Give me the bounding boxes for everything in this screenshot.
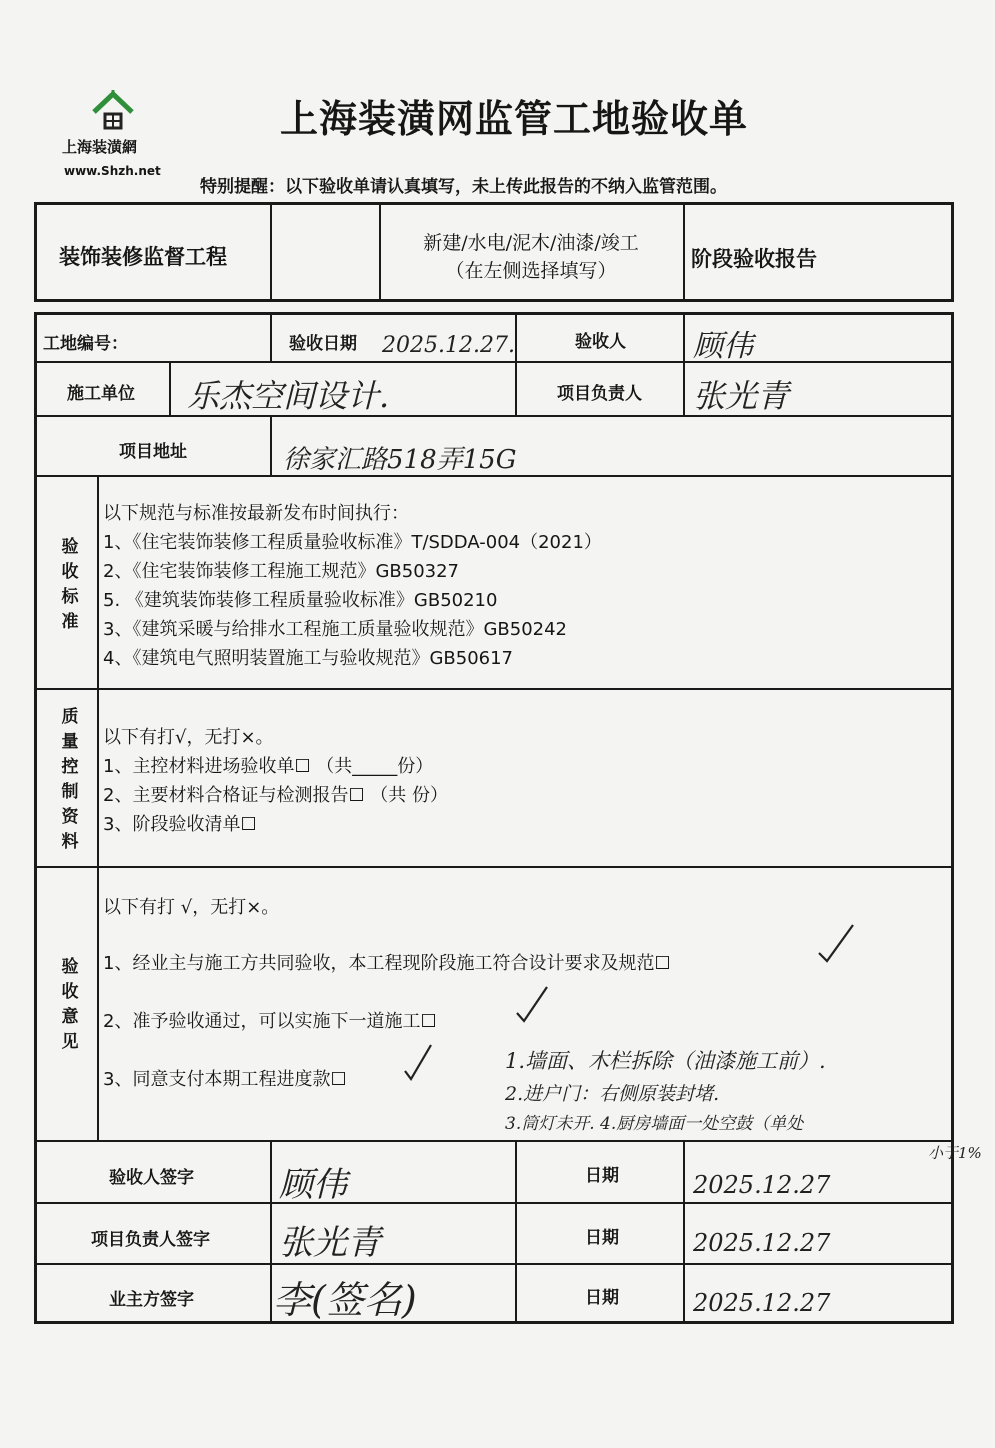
quality-intro: 以下有打√，无打×。: [103, 727, 274, 748]
handwritten-note: 2.进户门：右侧原装封堵.: [505, 1083, 720, 1105]
date-label: 验收日期: [289, 334, 357, 354]
standards-intro: 以下规范与标准按最新发布时间执行：: [103, 503, 409, 524]
contractor-label: 施工单位: [67, 384, 135, 404]
check-mark-icon: [817, 923, 857, 965]
manager-signature: 张光青: [279, 1223, 381, 1263]
acceptance-date-value: 2025.12.27.: [382, 333, 515, 358]
list-item: 1、主控材料进场验收单☐ （共_____份）: [103, 756, 434, 777]
list-item: 5. 《建筑装饰装修工程质量验收标准》GB50210: [103, 590, 498, 611]
standards-list: [103, 499, 602, 673]
project-table: [34, 202, 954, 302]
site-no-label: 工地编号：: [43, 334, 128, 354]
list-item: 2、《住宅装饰装修工程施工规范》GB50327: [103, 561, 460, 582]
handwritten-note: 3.筒灯未开. 4.厨房墙面一处空鼓（单处: [505, 1114, 804, 1134]
list-item: 1、《住宅装饰装修工程质量验收标准》T/SDDA-004（2021）: [103, 532, 602, 553]
check-mark-icon: [515, 985, 551, 1025]
address-value: 徐家汇路518弄15G: [283, 445, 517, 475]
manager-value: 张光青: [693, 377, 790, 415]
house-logo-icon: [90, 88, 136, 134]
list-item: 2、主要材料合格证与检测报告☐ （共 份）: [103, 785, 449, 806]
list-item: 3、同意支付本期工程进度款☐: [103, 1069, 347, 1090]
logo: [58, 88, 168, 188]
manager-label: 项目负责人: [557, 384, 642, 404]
contractor-value: 乐杰空间设计.: [187, 377, 390, 415]
date-label-3: 日期: [585, 1288, 619, 1308]
list-item: 1、经业主与施工方共同验收，本工程现阶段施工符合设计要求及规范☐: [103, 953, 671, 974]
date-label-1: 日期: [585, 1166, 619, 1186]
opinion-intro: 以下有打 √，无打×。: [103, 897, 280, 918]
date-value-3: 2025.12.27: [693, 1289, 831, 1317]
handwritten-note: 1.墙面、木栏拆除（油漆施工前）.: [505, 1049, 826, 1073]
standards-side-label: 验 收 标 准: [61, 537, 79, 632]
owner-sig-label: 业主方签字: [109, 1290, 194, 1310]
opinion-side-label: 验 收 意 见: [61, 957, 79, 1052]
date-value-1: 2025.12.27: [693, 1171, 831, 1199]
quality-side-label: 质 量 控 制 资 料: [61, 707, 79, 852]
list-item: 3、《建筑采暖与给排水工程施工质量验收规范》GB50242: [103, 619, 568, 640]
report-label: 阶段验收报告: [691, 247, 817, 271]
date-label-2: 日期: [585, 1228, 619, 1248]
reminder-text: 特别提醒：以下验收单请认真填写，未上传此报告的不纳入监管范围。: [200, 177, 727, 197]
check-mark-icon: [403, 1043, 435, 1083]
handwritten-note-overflow: 小于1%: [928, 1144, 982, 1162]
page-title: 上海装潢网监管工地验收单: [280, 97, 749, 141]
list-item: 4、《建筑电气照明装置施工与验收规范》GB50617: [103, 648, 514, 669]
address-label: 项目地址: [119, 442, 187, 462]
project-label: 装饰装修监督工程: [59, 245, 227, 269]
inspector-sig-label: 验收人签字: [109, 1168, 194, 1188]
quality-list: [103, 723, 448, 839]
main-table: [34, 312, 954, 1324]
list-item: 3、阶段验收清单☐: [103, 814, 257, 835]
inspector-signature: 顾伟: [279, 1165, 347, 1205]
list-item: 2、准予验收通过，可以实施下一道施工☐: [103, 1011, 437, 1032]
inspector-label: 验收人: [575, 332, 626, 352]
stages-line1: 新建/水电/泥木/油漆/竣工: [423, 232, 639, 254]
stages-line2: （在左侧选择填写）: [445, 260, 617, 282]
inspector-value: 顾伟: [693, 329, 753, 364]
owner-signature: 李(签名): [273, 1278, 417, 1322]
date-value-2: 2025.12.27: [693, 1229, 831, 1257]
logo-name: 上海装潢網: [62, 138, 138, 156]
manager-sig-label: 项目负责人签字: [91, 1230, 210, 1250]
logo-url: www.Shzh.net: [64, 164, 161, 178]
